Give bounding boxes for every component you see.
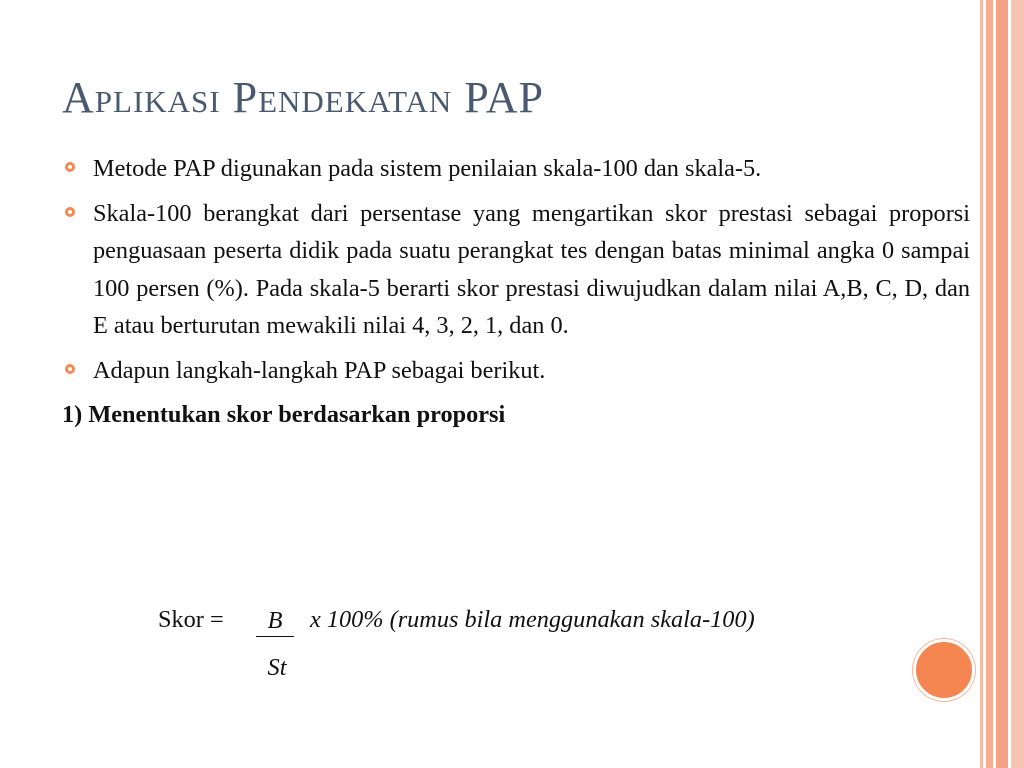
bullet-item: [62, 195, 970, 345]
formula-numerator: B: [256, 606, 294, 637]
formula-description: x 100% (rumus bila menggunakan skala-100): [310, 606, 755, 633]
bullet-item: [62, 150, 970, 188]
formula-label: Skor =: [158, 606, 224, 633]
slide-content: [62, 150, 970, 433]
bullet-item: [62, 352, 970, 390]
decor-stripe: [996, 0, 1008, 768]
decor-stripe: [986, 0, 993, 768]
step-heading: 1) Menentukan skor berdasarkan proporsi: [62, 401, 506, 428]
formula-denominator: St: [267, 654, 287, 681]
decor-stripe: [980, 0, 983, 768]
bullet-text: Metode PAP digunakan pada sistem penilaian skala-100 dan skala-5.: [93, 155, 762, 182]
bullet-icon: [65, 364, 75, 374]
bullet-icon: [65, 207, 75, 217]
decor-circle: [913, 639, 975, 701]
bullet-text: Adapun langkah-langkah PAP sebagai berikut.: [93, 356, 546, 384]
bullet-icon: [65, 162, 75, 172]
decor-stripe: [1011, 0, 1024, 768]
bullet-text: Skala-100 berangkat dari persentase yang mengartikan skor prestasi sebagai proporsi penguasaan peserta didik pada suatu perangkat tes dengan batas minimal angka 0 sampai 100 persen (%). Pada skala-5 berarti skor prestasi diwujudkan dalam nilai A,B, C, D, dan E atau berturutan mewakili nilai 4, 3, 2, 1, dan 0.: [93, 199, 970, 339]
slide-title: Aplikasi Pendekatan PAP: [62, 73, 544, 122]
